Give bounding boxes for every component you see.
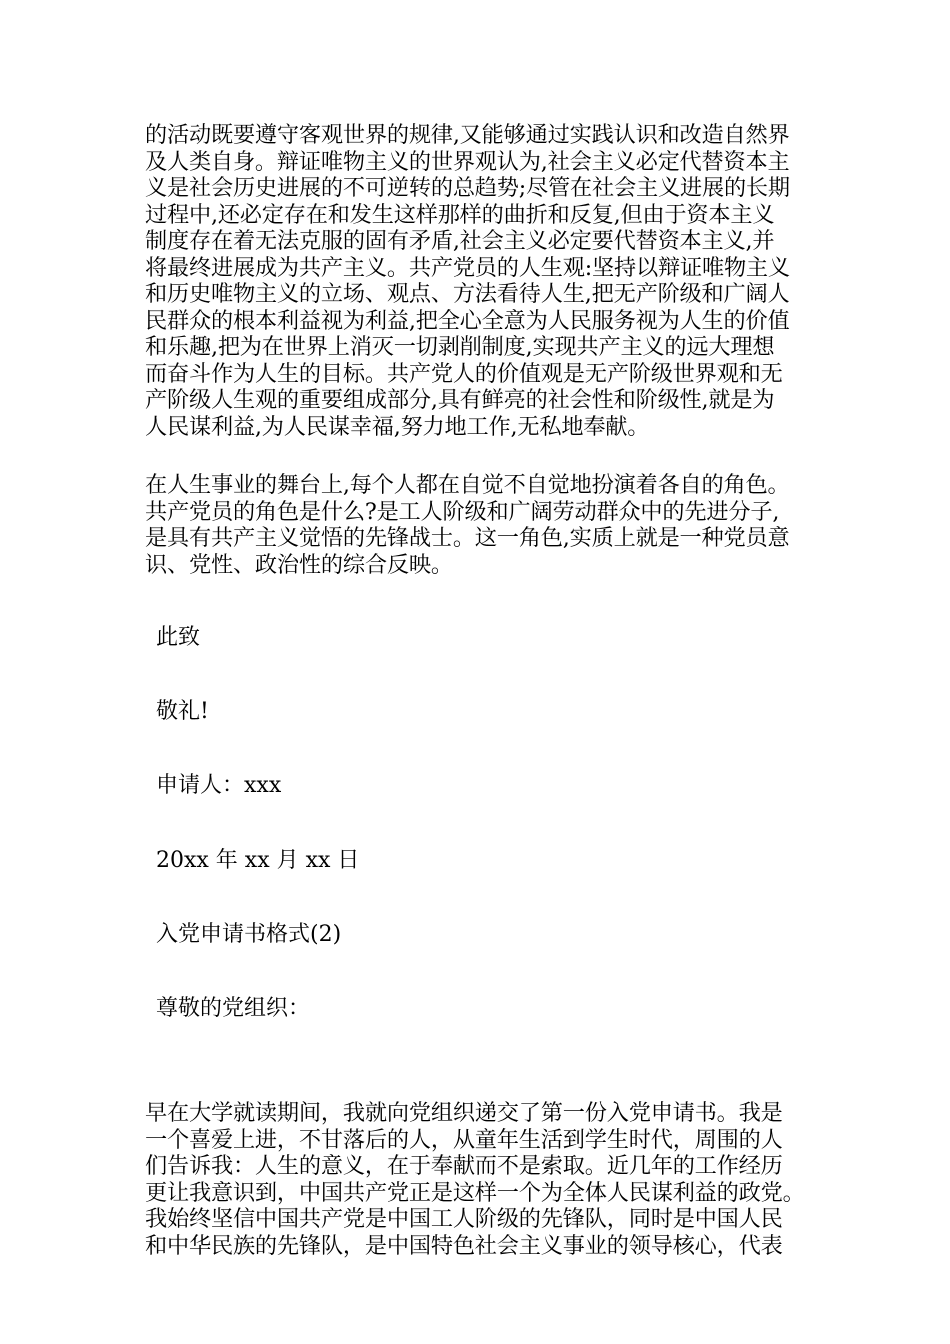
text-line: 过程中,还必定存在和发生这样那样的曲折和反复,但由于资本主义 [145, 201, 775, 228]
text-line: 更让我意识到，中国共产党正是这样一个为全体人民谋利益的政党。 [145, 1179, 805, 1206]
date-line: 20xx 年 xx 月 xx 日 [156, 848, 360, 873]
section-title: 入党申请书格式(2) [156, 922, 342, 947]
text-line: 早在大学就读期间，我就向党组织递交了第一份入党申请书。我是 [145, 1100, 783, 1126]
text-line: 在人生事业的舞台上,每个人都在自觉不自觉地扮演着各自的角色。 [145, 472, 790, 498]
closing-line: 此致 [156, 625, 201, 650]
greeting-line: 尊敬的党组织： [156, 996, 311, 1021]
text-line: 和历史唯物主义的立场、观点、方法看待人生,把无产阶级和广阔人 [145, 281, 790, 307]
salute-line: 敬礼! [156, 699, 209, 724]
body-paragraph-2 [145, 472, 821, 578]
applicant-line: 申请人：xxx [156, 773, 282, 798]
body-paragraph-1 [145, 122, 821, 440]
text-line: 的活动既要遵守客观世界的规律,又能够通过实践认识和改造自然界 [145, 122, 790, 148]
text-line: 人民谋利益,为人民谋幸福,努力地工作,无私地奉献。 [145, 413, 650, 440]
text-line: 制度存在着无法克服的固有矛盾,社会主义必定要代替资本主义,并 [145, 228, 775, 254]
body-paragraph-3 [145, 1100, 821, 1259]
text-line: 和乐趣,把为在世界上消灭一切剥削制度,实现共产主义的远大理想 [145, 334, 775, 360]
text-line: 而奋斗作为人生的目标。共产党人的价值观是无产阶级世界观和无 [145, 360, 783, 387]
text-line: 我始终坚信中国共产党是中国工人阶级的先锋队，同时是中国人民 [145, 1206, 783, 1232]
text-line: 产阶级人生观的重要组成部分,具有鲜亮的社会性和阶级性,就是为 [145, 387, 775, 413]
text-line: 识、党性、政治性的综合反映。 [145, 551, 453, 578]
text-line: 将最终进展成为共产主义。共产党员的人生观:坚持以辩证唯物主义 [145, 254, 790, 281]
text-line: 共产党员的角色是什么?是工人阶级和广阔劳动群众中的先进分子, [145, 498, 780, 525]
text-line: 民群众的根本利益视为利益,把全心全意为人民服务视为人生的价值 [145, 307, 790, 334]
text-line: 及人类自身。辩证唯物主义的世界观认为,社会主义必定代替资本主 [145, 148, 790, 175]
text-line: 一个喜爱上进，不甘落后的人，从童年生活到学生时代，周围的人 [145, 1126, 783, 1153]
text-line: 是具有共产主义觉悟的先锋战士。这一角色,实质上就是一种党员意 [145, 525, 790, 551]
text-line: 和中华民族的先锋队，是中国特色社会主义事业的领导核心，代表 [145, 1232, 783, 1259]
text-line: 义是社会历史进展的不可逆转的总趋势;尽管在社会主义进展的长期 [145, 175, 790, 201]
text-line: 们告诉我：人生的意义，在于奉献而不是索取。近几年的工作经历 [145, 1153, 783, 1179]
